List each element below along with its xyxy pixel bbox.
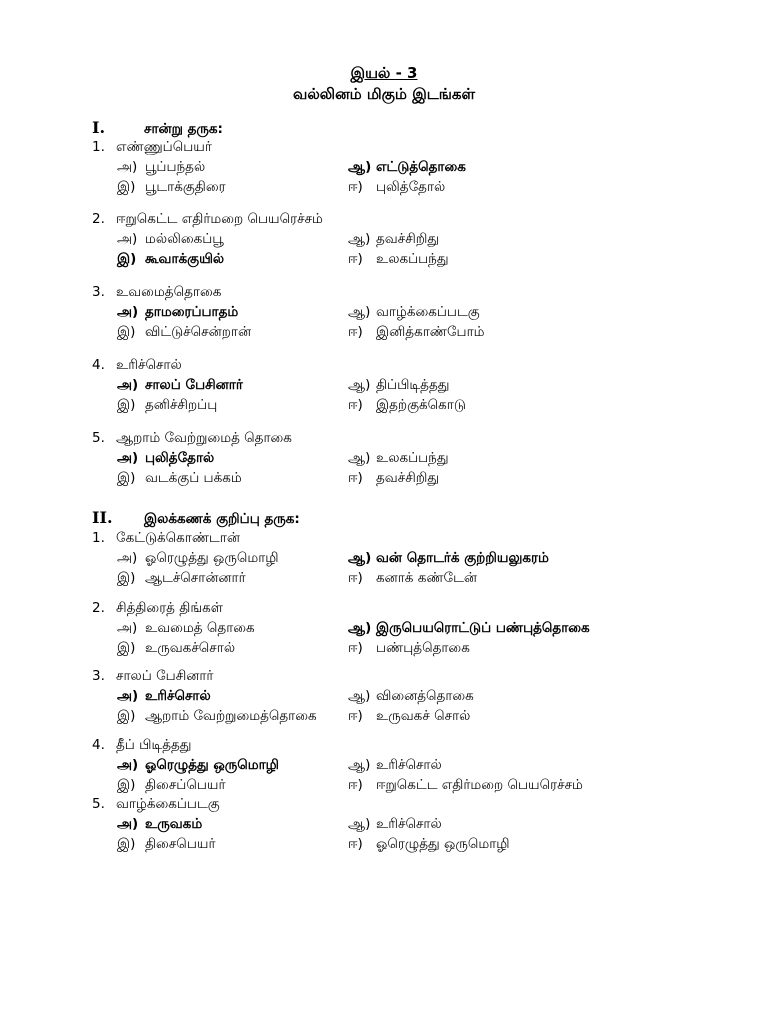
option-text: வினைத்தொகை (376, 688, 474, 704)
option-marker: இ) (117, 570, 136, 586)
page-title: இயல் - 3 (350, 64, 418, 82)
option-text: ஓரெழுத்து ஒருமொழி (145, 550, 279, 566)
option-marker: ஆ) (348, 377, 371, 393)
option-text: ஓரெழுத்து ஒருமொழி (376, 836, 510, 852)
answer-option (348, 324, 485, 342)
answer-option-correct (117, 757, 279, 775)
question-text (92, 284, 221, 302)
section-label: இலக்கணக் குறிப்பு தருக: (144, 511, 300, 527)
answer-option (117, 231, 224, 249)
answer-option (348, 640, 470, 658)
option-marker: அ) (117, 450, 139, 466)
question-label: எண்ணுப்பெயர் (116, 139, 212, 155)
option-text: வடக்குப் பக்கம் (145, 470, 242, 486)
option-text: ஈறுகெட்ட எதிர்மறை பெயரெச்சம் (376, 777, 583, 793)
answer-option (348, 708, 470, 726)
answer-option (117, 179, 226, 197)
option-marker: அ) (117, 620, 138, 636)
question-text (92, 430, 292, 448)
section-heading (92, 508, 300, 528)
option-text: ஆடச்சொன்னார் (145, 570, 246, 586)
option-text: உரிச்சொல் (376, 757, 442, 773)
answer-option (348, 397, 466, 415)
option-marker: ஆ) (348, 757, 371, 773)
answer-option (348, 570, 477, 588)
answer-option (348, 450, 449, 468)
option-text: உருவகச்சொல் (145, 640, 236, 656)
question-label: சாலப் பேசினார் (116, 668, 214, 684)
option-marker: ஈ) (348, 570, 363, 586)
answer-option-correct (117, 450, 214, 468)
option-marker: ஈ) (348, 836, 363, 852)
option-text: புலித்தோல் (145, 450, 215, 466)
option-text: கனாக் கண்டேன் (376, 570, 477, 586)
answer-option (117, 836, 216, 854)
option-marker: இ) (117, 836, 136, 852)
option-marker: இ) (117, 708, 136, 724)
answer-option-correct (117, 251, 224, 269)
question-text (92, 211, 323, 229)
answer-option-correct (348, 620, 590, 638)
answer-option (117, 620, 255, 638)
option-text: விட்டுச்சென்றான் (145, 324, 252, 340)
option-marker: ஈ) (348, 777, 363, 793)
option-marker: அ) (117, 816, 139, 832)
question-number: 5. (92, 796, 105, 812)
answer-option (348, 757, 442, 775)
option-marker: ஈ) (348, 708, 363, 724)
option-text: ஆறாம் வேற்றுமைத்தொகை (145, 708, 317, 724)
question-number: 2. (92, 600, 105, 616)
option-text: திப்பிடித்தது (376, 377, 450, 393)
answer-option-correct (348, 159, 466, 177)
answer-option (348, 688, 474, 706)
option-marker: அ) (117, 159, 138, 175)
option-marker: ஆ) (348, 620, 372, 636)
question-number: 2. (92, 211, 105, 227)
option-marker: இ) (117, 777, 136, 793)
question-label: சித்திரைத் திங்கள் (116, 600, 223, 616)
option-marker: அ) (117, 688, 139, 704)
option-text: உரிச்சொல் (145, 688, 211, 704)
question-number: 4. (92, 357, 105, 373)
answer-option-correct (348, 550, 549, 568)
question-label: உரிச்சொல் (116, 357, 182, 373)
option-text: வாழ்க்கைப்படகு (376, 304, 480, 320)
option-text: உரிச்சொல் (376, 816, 442, 832)
question-text (92, 139, 212, 157)
question-number: 4. (92, 737, 105, 753)
answer-option-correct (117, 688, 211, 706)
option-marker: ஆ) (348, 816, 371, 832)
option-marker: இ) (117, 397, 136, 413)
option-marker: ஈ) (348, 179, 363, 195)
section-number: II. (92, 508, 113, 527)
question-text (92, 357, 182, 375)
question-text (92, 737, 191, 755)
option-text: உருவகச் சொல் (376, 708, 471, 724)
page-subtitle: வல்லினம் மிகும் இடங்கள் (292, 85, 476, 103)
question-label: வாழ்க்கைப்படகு (116, 796, 220, 812)
option-text: புலித்தோல் (376, 179, 446, 195)
option-marker: இ) (117, 324, 136, 340)
option-marker: அ) (117, 550, 138, 566)
option-text: இருபெயரொட்டுப் பண்புத்தொகை (376, 620, 590, 636)
answer-option (348, 304, 480, 322)
question-label: உவமைத்தொகை (116, 284, 222, 300)
option-text: வன் தொடர்க் குற்றியலுகரம் (376, 550, 549, 566)
section-label: சான்று தருக: (144, 121, 223, 137)
option-marker: ஈ) (348, 470, 363, 486)
answer-option (348, 231, 439, 249)
answer-option (117, 324, 251, 342)
option-marker: இ) (117, 251, 137, 267)
answer-option-correct (117, 377, 243, 395)
question-number: 3. (92, 284, 105, 300)
answer-option (117, 470, 242, 488)
option-text: திசைப்பெயர் (145, 777, 226, 793)
option-text: எட்டுத்தொகை (376, 159, 466, 175)
option-marker: அ) (117, 757, 139, 773)
answer-option (117, 708, 317, 726)
option-text: கூவாக்குயில் (145, 251, 225, 267)
option-marker: அ) (117, 377, 139, 393)
option-text: சாலப் பேசினார் (145, 377, 243, 393)
answer-option (348, 377, 449, 395)
question-label: ஆறாம் வேற்றுமைத் தொகை (116, 430, 292, 446)
answer-option-correct (117, 304, 238, 322)
answer-option (348, 816, 442, 834)
option-text: திசைபெயர் (145, 836, 216, 852)
option-marker: இ) (117, 179, 136, 195)
option-marker: ஈ) (348, 640, 363, 656)
option-text: உலகப்பந்து (376, 251, 449, 267)
option-text: தனிச்சிறப்பு (145, 397, 218, 413)
option-marker: ஆ) (348, 550, 372, 566)
option-marker: இ) (117, 470, 136, 486)
answer-option (348, 777, 583, 795)
option-marker: ஈ) (348, 251, 363, 267)
question-number: 1. (92, 530, 105, 546)
option-text: பூப்பந்தல் (145, 159, 206, 175)
question-label: தீப் பிடித்தது (116, 737, 192, 753)
answer-option (117, 640, 235, 658)
question-text (92, 796, 220, 814)
option-text: தாமரைப்பாதம் (145, 304, 239, 320)
answer-option (348, 836, 510, 854)
option-text: இதற்குக்கொடு (376, 397, 466, 413)
option-text: உலகப்பந்து (376, 450, 449, 466)
question-text (92, 530, 240, 548)
answer-option (117, 397, 217, 415)
section-number: I. (92, 118, 106, 137)
answer-option (348, 179, 445, 197)
answer-option (117, 550, 279, 568)
question-number: 3. (92, 668, 105, 684)
question-label: கேட்டுக்கொண்டான் (116, 530, 240, 546)
answer-option (348, 470, 439, 488)
question-text (92, 668, 213, 686)
option-text: உவமைத் தொகை (145, 620, 255, 636)
option-marker: ஈ) (348, 397, 363, 413)
option-text: மல்லிகைப்பூ (145, 231, 224, 247)
answer-option (117, 159, 205, 177)
question-label: ஈறுகெட்ட எதிர்மறை பெயரெச்சம் (116, 211, 323, 227)
answer-option (348, 251, 449, 269)
answer-option (117, 570, 246, 588)
question-text (92, 600, 223, 618)
option-marker: ஆ) (348, 231, 371, 247)
option-text: தவச்சிறிது (376, 470, 440, 486)
option-marker: ஆ) (348, 304, 371, 320)
option-marker: இ) (117, 640, 136, 656)
option-text: உருவகம் (145, 816, 203, 832)
option-text: இனித்காண்போம் (376, 324, 485, 340)
answer-option (117, 777, 226, 795)
option-text: ஓரெழுத்து ஒருமொழி (145, 757, 279, 773)
option-text: பூடாக்குதிரை (145, 179, 226, 195)
section-heading (92, 118, 223, 138)
answer-option-correct (117, 816, 202, 834)
option-marker: அ) (117, 231, 138, 247)
question-number: 5. (92, 430, 105, 446)
option-marker: ஆ) (348, 688, 371, 704)
option-marker: ஈ) (348, 324, 363, 340)
option-text: பண்புத்தொகை (376, 640, 470, 656)
option-marker: ஆ) (348, 159, 372, 175)
option-marker: அ) (117, 304, 139, 320)
option-marker: ஆ) (348, 450, 371, 466)
question-number: 1. (92, 139, 105, 155)
option-text: தவச்சிறிது (376, 231, 440, 247)
